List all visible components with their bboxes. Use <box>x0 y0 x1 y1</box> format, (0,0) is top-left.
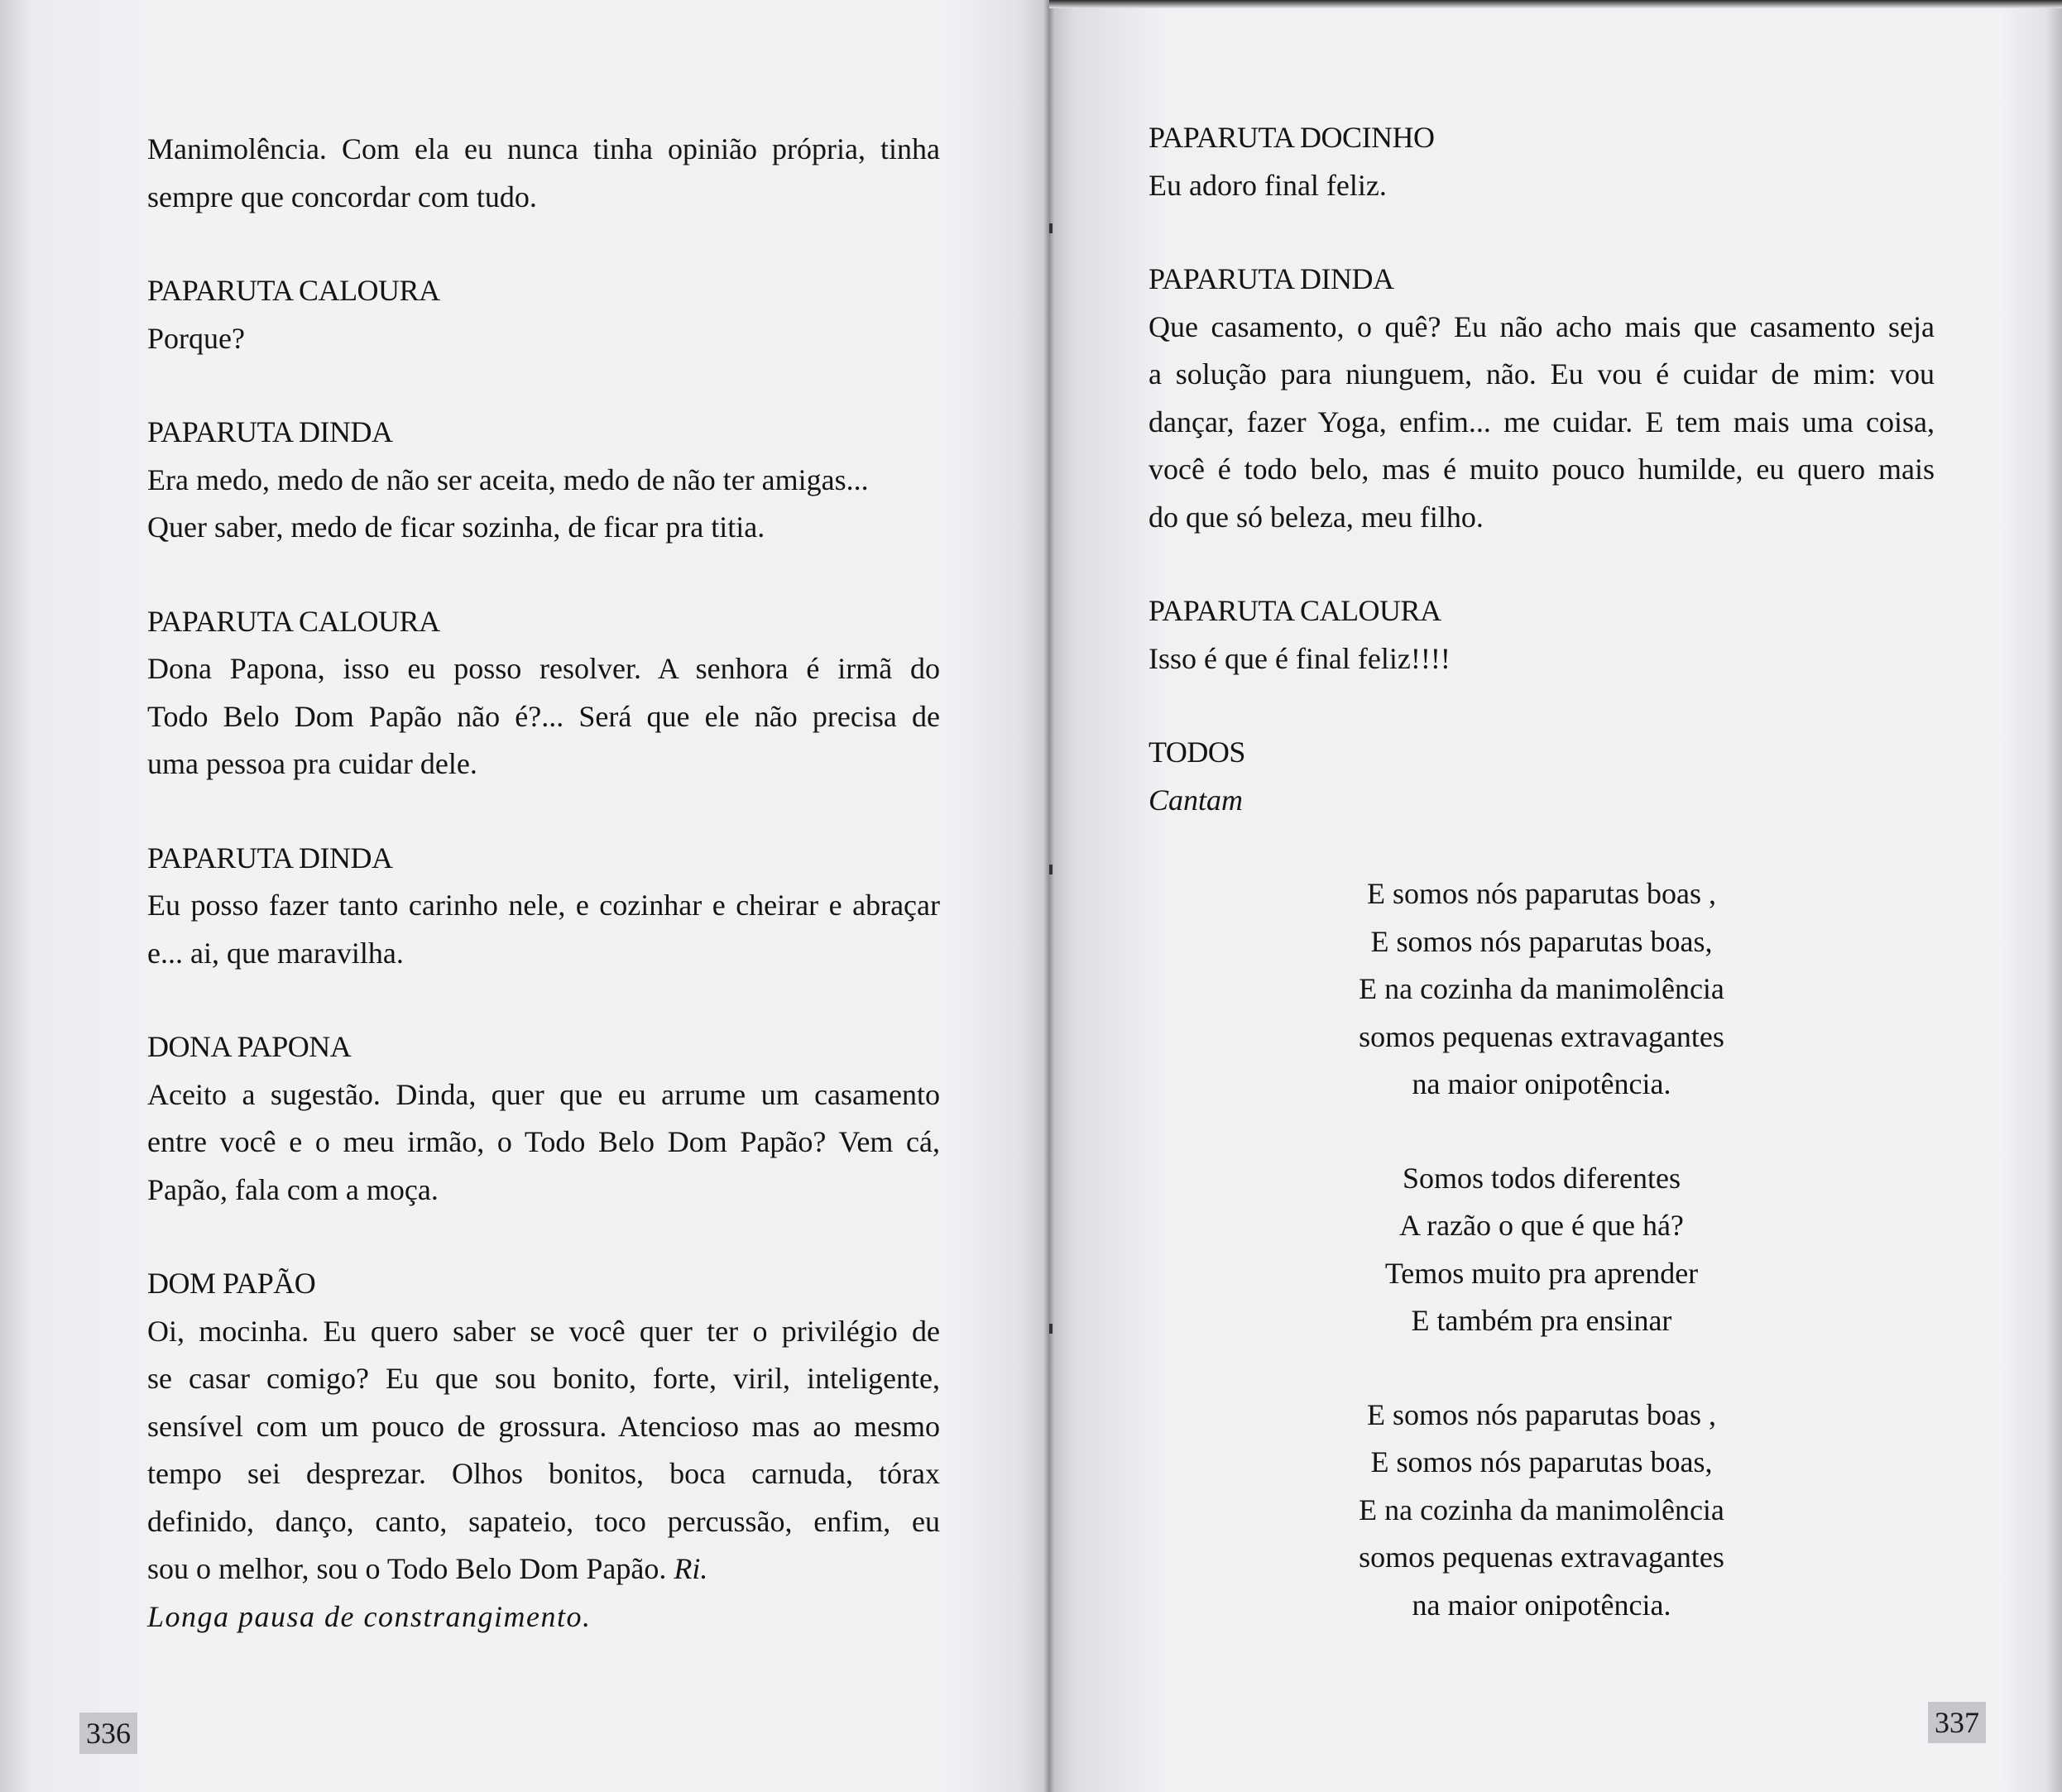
speaker-name: PAPARUTA CALOURA <box>147 274 440 307</box>
text-line: Eu adoro final feliz. <box>1148 168 1387 202</box>
book-gutter <box>1044 0 1054 1792</box>
lyric-line: somos pequenas extravagantes <box>1359 1019 1724 1053</box>
lyric-line: na maior onipotência. <box>1412 1588 1671 1622</box>
text-line: do que só beleza, meu filho. <box>1148 500 1484 534</box>
speaker-name: DOM PAPÃO <box>147 1267 316 1300</box>
stage-direction: Ri. <box>674 1552 708 1585</box>
lyric-line: E somos nós paparutas boas , <box>1367 1397 1716 1431</box>
lyric-line: A razão o que é que há? <box>1399 1209 1684 1242</box>
speaker-name: DONA PAPONA <box>147 1030 352 1063</box>
song-stanza <box>1148 1392 1935 1630</box>
lyric-line: Somos todos diferentes <box>1403 1161 1681 1195</box>
lyric-line: E somos nós paparutas boas, <box>1370 1445 1713 1478</box>
lyric-line: somos pequenas extravagantes <box>1359 1540 1724 1574</box>
text-line: Era medo, medo de não ser aceita, medo de não ter amigas... <box>147 462 869 496</box>
text-line: e... ai, que maravilha. <box>147 936 404 970</box>
text-line: Eu posso fazer tanto carinho nele, e cozinhar e cheirar e abraçar <box>147 889 940 922</box>
speaker-name: PAPARUTA DINDA <box>147 841 393 874</box>
page-number: 337 <box>1928 1702 1986 1743</box>
text-line: entre você e o meu irmão, o Todo Belo Dom Papão? Vem cá, <box>147 1125 940 1158</box>
dialogue-block <box>1148 256 1935 541</box>
text-line: Quer saber, medo de ficar sozinha, de ficar pra titia. <box>147 510 765 544</box>
stage-direction: Cantam <box>1148 783 1244 817</box>
speaker-name: PAPARUTA DINDA <box>147 415 393 448</box>
text-line: Aceito a sugestão. Dinda, quer que eu arrume um casamento <box>147 1077 940 1111</box>
text-line: se casar comigo? Eu que sou bonito, forte, viril, inteligente, <box>147 1362 940 1395</box>
intro-paragraph <box>147 126 940 221</box>
song-lyrics <box>1148 870 1935 1675</box>
dialogue-block <box>147 409 940 552</box>
dialogue-block <box>1148 729 1935 824</box>
dialogue-block <box>1148 114 1935 209</box>
text-line: Todo Belo Dom Papão não é?... Será que ele não precisa de <box>147 699 940 733</box>
speaker-name: TODOS <box>1148 735 1245 769</box>
text-line: sempre que concordar com tudo. <box>147 180 537 213</box>
text-segment: sou o melhor, sou o Todo Belo Dom Papão. <box>147 1552 674 1585</box>
right-page-text <box>1148 114 1935 870</box>
speaker-name: PAPARUTA CALOURA <box>147 604 440 638</box>
text-line: tempo sei desprezar. Olhos bonitos, boca carnuda, tórax <box>147 1457 940 1490</box>
lyric-line: E na cozinha da manimolência <box>1359 1493 1724 1526</box>
lyric-line: E na cozinha da manimolência <box>1359 972 1724 1005</box>
lyric-line: Temos muito pra aprender <box>1384 1256 1699 1290</box>
song-stanza <box>1148 870 1935 1109</box>
song-stanza <box>1148 1155 1935 1345</box>
text-line: Papão, fala com a moça. <box>147 1172 439 1206</box>
left-page-text <box>147 126 940 1687</box>
binding-mark <box>1049 865 1053 874</box>
binding-mark <box>1049 1324 1053 1334</box>
page-top-shadow <box>1049 0 2062 8</box>
stage-direction: Longa pausa de constrangimento. <box>147 1599 592 1633</box>
lyric-line: E somos nós paparutas boas, <box>1370 924 1713 958</box>
text-line: Dona Papona, isso eu posso resolver. A senhora é irmã do <box>147 652 940 685</box>
lyric-line: na maior onipotência. <box>1412 1067 1671 1100</box>
text-line: Que casamento, o quê? Eu não acho mais que casamento seja <box>1148 309 1935 343</box>
text-line: dançar, fazer Yoga, enfim... me cuidar. E tem mais uma coisa, <box>1148 405 1935 438</box>
dialogue-block <box>147 835 940 978</box>
dialogue-block <box>1148 587 1935 683</box>
text-line: uma pessoa pra cuidar dele. <box>147 747 477 780</box>
lyric-line: E somos nós paparutas boas , <box>1367 877 1716 910</box>
text-line: definido, danço, canto, sapateio, toco percussão, enfim, eu <box>147 1504 940 1538</box>
text-line: Porque? <box>147 321 245 355</box>
dialogue-block <box>147 598 940 788</box>
text-line: Manimolência. Com ela eu nunca tinha opinião própria, tinha <box>147 132 940 165</box>
text-line: sensível com um pouco de grossura. Atencioso mas ao mesmo <box>147 1409 940 1443</box>
binding-mark <box>1049 223 1053 233</box>
dialogue-block <box>147 1260 940 1641</box>
lyric-line: E também pra ensinar <box>1411 1304 1672 1337</box>
text-line: Oi, mocinha. Eu quero saber se você quer ter o privilégio de <box>147 1314 940 1348</box>
text-line <box>147 1545 940 1593</box>
speaker-name: PAPARUTA CALOURA <box>1148 594 1441 627</box>
text-line: você é todo belo, mas é muito pouco humilde, eu quero mais <box>1148 453 1935 486</box>
dialogue-block <box>147 1023 940 1214</box>
dialogue-block <box>147 267 940 362</box>
text-line: a solução para niunguem, não. Eu vou é cuidar de mim: vou <box>1148 357 1935 391</box>
speaker-name: PAPARUTA DINDA <box>1148 262 1394 295</box>
speaker-name: PAPARUTA DOCINHO <box>1148 121 1435 154</box>
text-line: Isso é que é final feliz!!!! <box>1148 641 1451 675</box>
page-number: 336 <box>79 1713 137 1754</box>
